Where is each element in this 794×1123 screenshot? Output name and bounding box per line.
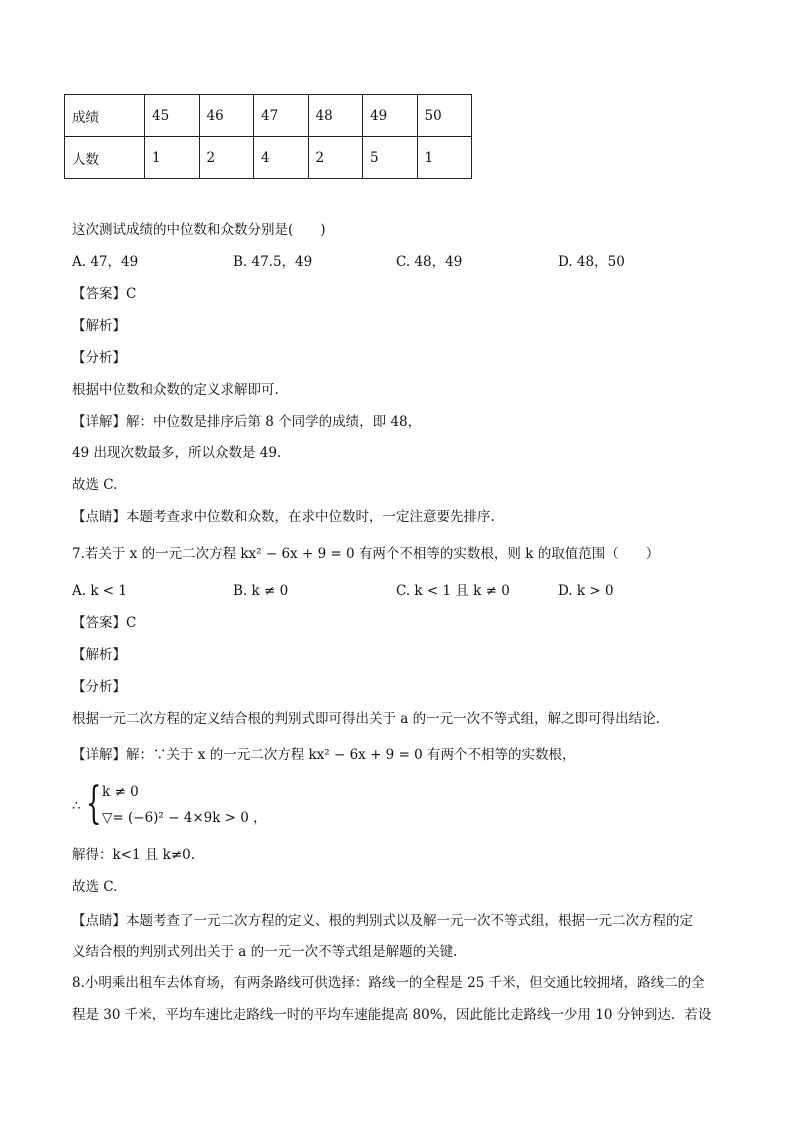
option-d: D. k > 0 (558, 583, 614, 599)
table-cell: 47 (254, 95, 309, 137)
detail-text: 【详解】解：中位数是排序后第 8 个同学的成绩，即 48， (72, 414, 422, 430)
detail-text: 49 出现次数最多，所以众数是 49. (72, 445, 282, 461)
table-row (65, 95, 472, 137)
table-cell: 1 (145, 137, 200, 179)
question-stem: 这次测试成绩的中位数和众数分别是( ) (72, 222, 326, 238)
option-a: A. 47，49 (72, 254, 139, 270)
table-cell: 4 (254, 137, 309, 179)
question-stem: 8.小明乘出租车去体育场，有两条路线可供选择：路线一的全程是 25 千米，但交通比较拥堵，路线二的全 (72, 975, 705, 991)
table-cell: 50 (417, 95, 472, 137)
answer-label: 【答案】C (72, 286, 137, 302)
table-cell: 1 (417, 137, 472, 179)
analysis-subheading: 【分析】 (72, 350, 126, 366)
table-cell: 2 (199, 137, 254, 179)
inequality-system (72, 778, 272, 829)
choice-text: 故选 C. (72, 477, 118, 493)
therefore-symbol: ∴ (72, 798, 81, 814)
option-d: D. 48，50 (558, 254, 625, 270)
choice-text: 故选 C. (72, 879, 118, 895)
comment-text: 【点睛】本题考查了一元二次方程的定义、根的判别式以及解一元一次不等式组，根据一元二次方程的定 (72, 913, 693, 929)
left-brace: { (86, 778, 102, 829)
option-a: A. k < 1 (72, 583, 127, 599)
analysis-heading: 【解析】 (72, 647, 126, 663)
analysis-text: 根据一元二次方程的定义结合根的判别式即可得出关于 a 的一元一次不等式组，解之即可得出结论. (72, 711, 660, 727)
answer-label: 【答案】C (72, 615, 137, 631)
question-stem: 程是 30 千米，平均车速比走路线一时的平均车速能提高 80%，因此能比走路线一少用 10 分钟到达．若设 (72, 1007, 712, 1023)
question-stem: 7.若关于 x 的一元二次方程 kx² − 6x + 9 = 0 有两个不相等的实数根，则 k 的取值范围（ ） (72, 546, 660, 562)
analysis-subheading: 【分析】 (72, 679, 126, 695)
table-cell: 2 (308, 137, 363, 179)
comment-text: 义结合根的判别式列出关于 a 的一元一次不等式组是解题的关键. (72, 944, 458, 960)
detail-text: 【详解】解：∵关于 x 的一元二次方程 kx² − 6x + 9 = 0 有两个不相等的实数根， (72, 747, 576, 763)
comment-text: 【点睛】本题考查求中位数和众数，在求中位数时，一定注意要先排序. (72, 509, 495, 525)
table-cell: 48 (308, 95, 363, 137)
option-c: C. k < 1 且 k ≠ 0 (396, 583, 510, 599)
table-cell: 成绩 (65, 95, 145, 137)
table-row (65, 137, 472, 179)
system-line: k ≠ 0 (102, 784, 139, 800)
table-cell: 46 (199, 95, 254, 137)
table-cell: 人数 (65, 137, 145, 179)
option-b: B. 47.5，49 (233, 254, 313, 270)
option-c: C. 48，49 (396, 254, 463, 270)
solution-text: 解得：k<1 且 k≠0. (72, 847, 196, 863)
table-cell: 45 (145, 95, 200, 137)
score-table (64, 94, 472, 179)
table-cell: 49 (363, 95, 418, 137)
analysis-text: 根据中位数和众数的定义求解即可. (72, 382, 279, 398)
analysis-heading: 【解析】 (72, 318, 126, 334)
system-line: ▽= (−6)² − 4×9k > 0 ， (102, 810, 267, 826)
option-b: B. k ≠ 0 (233, 583, 289, 599)
table-cell: 5 (363, 137, 418, 179)
